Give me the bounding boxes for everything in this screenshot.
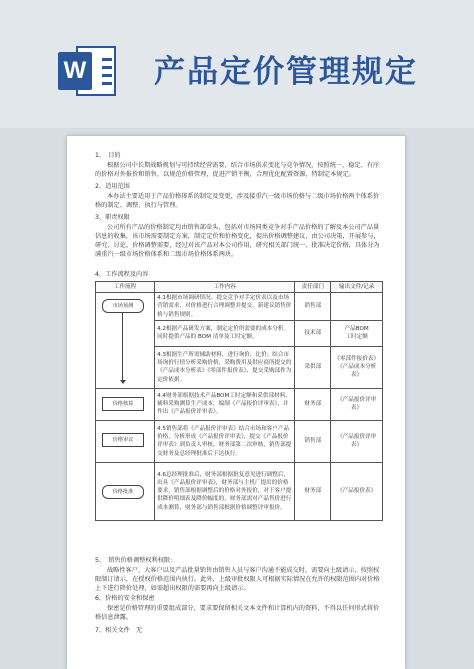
flow-node-market: 市场预测 xyxy=(102,299,144,313)
row-4-content: 4.4财务部根据技术产品BOM工时定额和采供部材料、辅料采购测算生产成本，编制《产品报价评审表》，并作出《产品报价评审表》。 xyxy=(155,388,295,420)
word-logo-icon xyxy=(58,40,118,102)
row-6-content: 4.6总经理批准后，财务部根据批复意见进行调整后，出具《产品报价评审表》，财务部与主机厂提出的价格要求，销售部根据调整后的价格对外报价，对于客户提供降价明细表及降价幅度的，财务部需对产品售价进行成本测算，财务部与销售部根据价格调整评审报价。 xyxy=(155,462,295,520)
table-row xyxy=(96,462,383,520)
section-2-body: 本办法主要适用于产品价格体系的制定及变更，涉及接重汽一级市场价格与二级市场价格两个体系价格的制定、调整、执行与管理。 xyxy=(95,193,380,209)
flow-connector xyxy=(122,312,123,382)
section-4-heading: 4、工作流程及内容 xyxy=(95,271,149,278)
row-2-content: 4.2根据产品研发方案，制定定价所需要的成本分析。同时提供产品的 BOM 清单及工时定额。 xyxy=(155,320,295,346)
table-row xyxy=(96,388,383,420)
header-content: 工作内容 xyxy=(155,282,295,293)
row-2-dept: 技术部 xyxy=(295,320,331,346)
row-6-dept: 财务部 xyxy=(295,462,331,520)
section-2-heading: 2、适用范围 xyxy=(95,183,130,190)
row-3-output: 《零部件报价表》《产品成本分析表》 xyxy=(331,346,383,388)
section-3-heading: 3、职责权限 xyxy=(95,214,130,221)
row-3-dept: 采供部 xyxy=(295,346,331,388)
row-4-dept: 财务部 xyxy=(295,388,331,420)
row-2-output: 产品BOM 工时定额 xyxy=(331,320,383,346)
section-6-heading: 6、价格的安全和保密 xyxy=(95,595,155,602)
section-6-body: 保密是价格管理的重要组成部分，要求要保留相关文本文件和计算机内的资料，不得以任何形式将价格信息泄露。 xyxy=(95,605,380,621)
row-5-dept: 销售部 xyxy=(295,420,331,462)
row-6-output: 《产品报价表》 xyxy=(331,462,383,520)
row-1-dept: 销售部 xyxy=(295,293,331,321)
flow-cell-2 xyxy=(96,388,155,420)
row-1-content: 4.1根据市场调研情况、提交竞争对手定价表以及市场营销需求，对价格进行合理调整并提交，新建议销售价格与销售规则。 xyxy=(155,293,295,321)
row-5-content: 4.5销售部将《产品报价评审表》结合市场和客户产品价格，分析形成《产品报价评审表》，提交《产品报价评审表》到负责人审核，财务部第二次审核，销售部提交财务及总经理批准后下达执行。 xyxy=(155,420,295,462)
flow-cell-3 xyxy=(96,420,155,462)
flow-cell-1 xyxy=(96,293,155,389)
page-title: 产品定价管理规定 xyxy=(154,54,418,90)
section-1-body: 根据公司中长期战略规划与可持续经营需要，结合市场供求变化与竞争情况，按照统一、稳定、有序的价格对外报价和销售，以规范价格管理，促进产销平衡，合理优化配置资源，特制定本规定。 xyxy=(95,162,380,178)
section-3-body: 公司所有产品的价格制定均由销售部牵头，包括对市场同类竞争对手产品价格的了解及本公司产品量信息的收集，该市场需要制定方案，制定定价和价格变化，提出价格调整建议，由公司决策，开展参与，研究、讨论、价格调整需要，经过对该产品对本公司作用，研究相关部门统一、批准决定价格，具体分为满重汽一级市场价格体系和二级市场价格体系两块。 xyxy=(95,224,380,258)
flow-node-costing: 价格核算 xyxy=(102,397,144,411)
table-row xyxy=(96,420,383,462)
table-header-row xyxy=(96,282,383,293)
table-row xyxy=(96,293,383,321)
document-page xyxy=(67,136,405,669)
word-letter: W xyxy=(58,52,92,90)
header-output: 输出文件/记录 xyxy=(331,282,383,293)
header-flow: 工作流程 xyxy=(96,282,155,293)
banner xyxy=(0,0,474,128)
flow-node-review: 价格审议 xyxy=(102,433,144,447)
section-5-heading: 5、 销售价格调整权利权限: xyxy=(95,557,173,564)
flow-node-approval: 价格批准 xyxy=(102,485,144,499)
row-3-content: 4.3根据生产所需辅助材料，进行询价，比价；结合市场询价行情分析采购价格，采购费用及供应商所提交的《产品成本分析表》《零部件报价表》，提交采购部作为定价依据。 xyxy=(155,346,295,388)
header-dept: 责任部门 xyxy=(295,282,331,293)
workflow-table xyxy=(95,281,383,521)
row-1-output xyxy=(331,293,383,321)
row-4-output: 《产品报价评审表》 xyxy=(331,388,383,420)
section-1-heading: 1、 目的 xyxy=(95,152,121,159)
section-5-body: 战略性客户、大客户以及产品批量销售由销售人员与客户沟通不能成交时，需要向上级请示，按照权限制订请示，在授权价格范围内执行。此外，上级审批权限人可根据实际情况在允许的权限范围内对价格上下进行降价处理，如需超出权限的需要再向上级请示。 xyxy=(95,567,380,592)
flow-cell-4 xyxy=(96,462,155,520)
row-5-output: 《产品报价评审表》 xyxy=(331,420,383,462)
arrow-down-icon xyxy=(120,380,126,384)
section-7-heading: 7、相关文件 无 xyxy=(95,627,143,634)
